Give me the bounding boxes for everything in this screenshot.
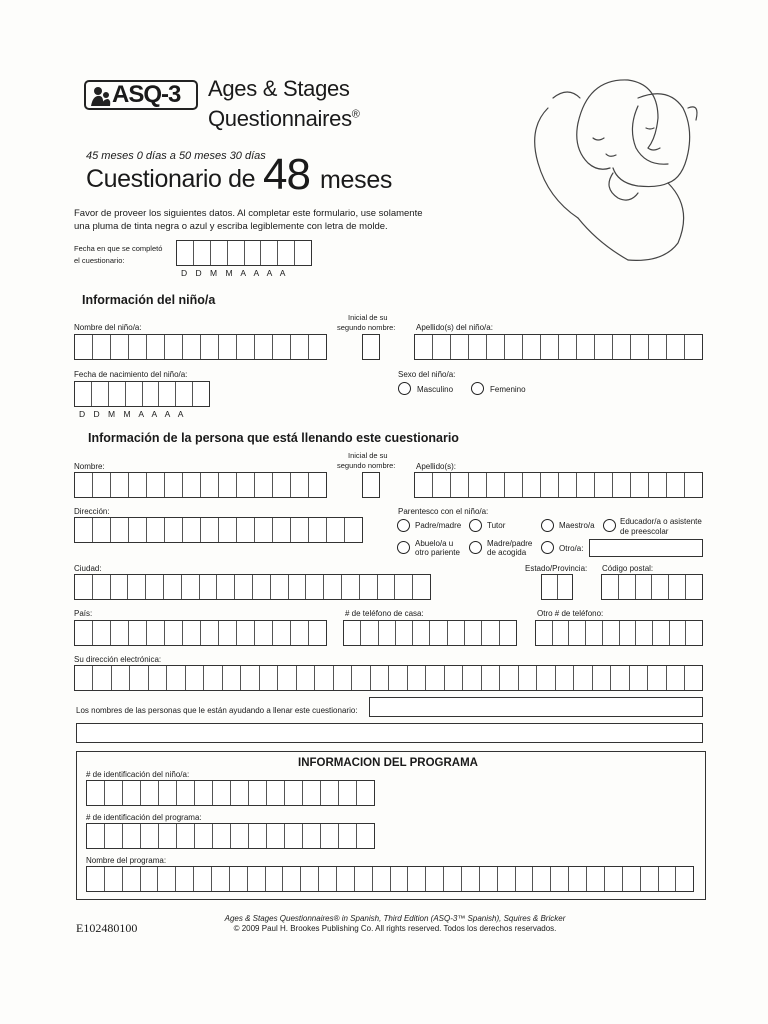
relationship-other-input[interactable]	[589, 539, 703, 557]
person-surname-input[interactable]	[414, 472, 703, 498]
home-phone-label: # de teléfono de casa:	[345, 609, 424, 618]
program-name-input[interactable]	[86, 866, 694, 892]
state-input[interactable]	[541, 574, 573, 600]
zip-input[interactable]	[601, 574, 703, 600]
person-initial-label-1: Inicial de su	[348, 451, 388, 460]
program-name-label: Nombre del programa:	[86, 856, 167, 865]
child-dob-format: D D M M A A A A	[79, 409, 184, 419]
mother-child-illustration	[518, 68, 708, 268]
relationship-foster-radio[interactable]	[469, 541, 482, 554]
zip-label: Código postal:	[602, 564, 654, 573]
person-name-label: Nombre:	[74, 462, 105, 471]
relationship-educator-label-1: Educador/a o asistente	[620, 517, 702, 526]
relationship-teacher-radio[interactable]	[541, 519, 554, 532]
person-surname-label: Apellido(s):	[416, 462, 457, 471]
helpers-label: Los nombres de las personas que le están ayudando a llenar este cuestionario:	[76, 706, 358, 715]
email-input[interactable]	[74, 665, 703, 691]
country-label: País:	[74, 609, 93, 618]
logo-text: ASQ-3	[112, 81, 181, 108]
state-label: Estado/Provincia:	[525, 564, 588, 573]
brand-line-1: Ages & Stages	[208, 76, 350, 101]
relationship-tutor-radio[interactable]	[469, 519, 482, 532]
relationship-other-label: Otro/a:	[559, 544, 584, 553]
age-range: 45 meses 0 días a 50 meses 30 días	[86, 150, 266, 162]
person-initial-input[interactable]	[362, 472, 380, 498]
relationship-tutor-label: Tutor	[487, 521, 506, 530]
child-surname-label: Apellido(s) del niño/a:	[416, 323, 493, 332]
country-input[interactable]	[74, 620, 327, 646]
sex-male-label: Masculino	[417, 385, 454, 394]
person-initial-label-2: segundo nombre:	[337, 461, 396, 470]
relationship-educator-radio[interactable]	[603, 519, 616, 532]
completion-date-label-1: Fecha en que se completó	[74, 244, 163, 253]
relationship-educator-label-2: de preescolar	[620, 527, 669, 536]
other-phone-label: Otro # de teléfono:	[537, 609, 604, 618]
relationship-foster-label-1: Madre/padre	[487, 539, 533, 548]
relationship-teacher-label: Maestro/a	[559, 521, 595, 530]
child-id-input[interactable]	[86, 780, 375, 806]
relationship-grandparent-label-1: Abuelo/a u	[415, 539, 454, 548]
program-id-label: # de identificación del programa:	[86, 813, 202, 822]
completion-date-input[interactable]	[176, 240, 312, 266]
city-label: Ciudad:	[74, 564, 102, 573]
child-dob-input[interactable]	[74, 381, 210, 407]
helpers-input-1[interactable]	[369, 697, 703, 717]
child-initial-label-2: segundo nombre:	[337, 323, 396, 332]
relationship-parent-label: Padre/madre	[415, 521, 462, 530]
address-input[interactable]	[74, 517, 363, 543]
child-section-heading: Información del niño/a	[82, 293, 216, 307]
person-section-heading: Información de la persona que está llenando este cuestionario	[88, 431, 459, 445]
sex-female-radio[interactable]	[471, 382, 484, 395]
relationship-label: Parentesco con el niño/a:	[398, 507, 489, 516]
title-number: 48	[263, 150, 310, 199]
child-initial-label-1: Inicial de su	[348, 313, 388, 322]
title-right: meses	[320, 166, 393, 194]
child-dob-label: Fecha de nacimiento del niño/a:	[74, 370, 188, 379]
sex-male-radio[interactable]	[398, 382, 411, 395]
brand-line-2: Questionnaires®	[208, 106, 360, 131]
relationship-parent-radio[interactable]	[397, 519, 410, 532]
child-name-label: Nombre del niño/a:	[74, 323, 142, 332]
address-label: Dirección:	[74, 507, 110, 516]
form-code: E102480100	[76, 921, 138, 935]
relationship-grandparent-label-2: otro pariente	[415, 548, 460, 557]
relationship-other-radio[interactable]	[541, 541, 554, 554]
email-label: Su dirección electrónica:	[74, 655, 162, 664]
person-name-input[interactable]	[74, 472, 327, 498]
child-surname-input[interactable]	[414, 334, 703, 360]
title-left: Cuestionario de	[86, 165, 256, 193]
parent-child-logo-icon	[90, 86, 112, 106]
asq3-logo	[84, 80, 198, 110]
child-initial-input[interactable]	[362, 334, 380, 360]
home-phone-input[interactable]	[343, 620, 517, 646]
footer-line-2: © 2009 Paul H. Brookes Publishing Co. All rights reserved. Todos los derechos reservados.	[233, 924, 557, 933]
city-input[interactable]	[74, 574, 431, 600]
sex-female-label: Femenino	[490, 385, 526, 394]
instructions: Favor de proveer los siguientes datos. Al completar este formulario, use solamente una pluma de tinta negra o azul y escriba legiblemente con letra de molde.	[74, 208, 423, 232]
completion-date-label-2: el cuestionario:	[74, 256, 125, 265]
helpers-input-2[interactable]	[76, 723, 703, 743]
child-sex-label: Sexo del niño/a:	[398, 370, 456, 379]
relationship-foster-label-2: de acogida	[487, 548, 527, 557]
child-id-label: # de identificación del niño/a:	[86, 770, 190, 779]
program-section-heading: INFORMACION DEL PROGRAMA	[298, 757, 478, 769]
child-name-input[interactable]	[74, 334, 327, 360]
other-phone-input[interactable]	[535, 620, 703, 646]
footer-line-1: Ages & Stages Questionnaires® in Spanish, Third Edition (ASQ-3™ Spanish), Squires & Bricker	[224, 914, 566, 923]
relationship-grandparent-radio[interactable]	[397, 541, 410, 554]
completion-date-format: D D M M A A A A	[181, 268, 286, 278]
program-id-input[interactable]	[86, 823, 375, 849]
